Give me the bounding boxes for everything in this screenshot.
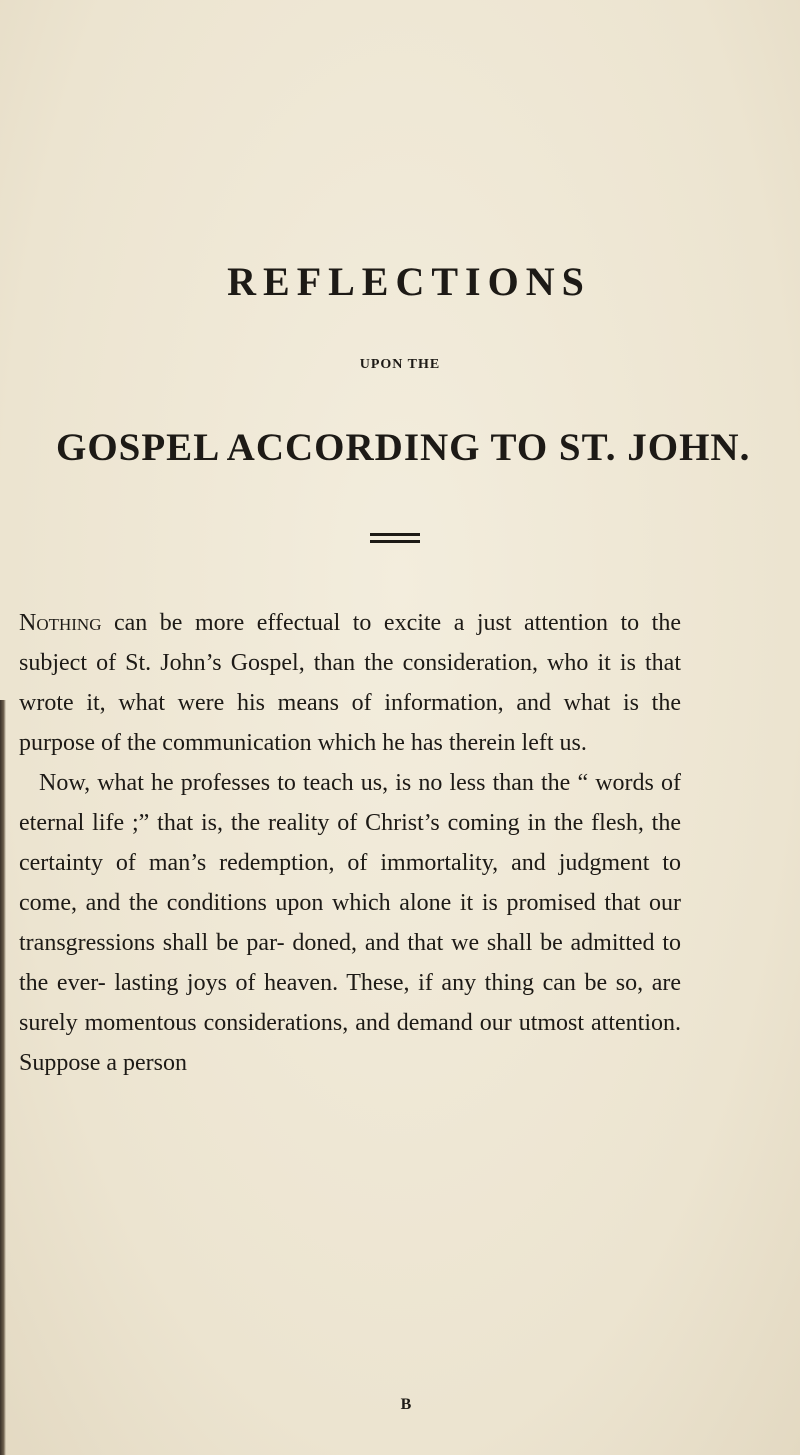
paragraph-2: Now, what he professes to teach us, is no less than the “ words of eternal life ;” that is, the reality of Christ’s coming in the flesh, the certainty of man’s redemption, of immortality, and judgment to come, and the conditions upon which alone it is promised that our transgressions shall be par- doned, and that we shall be admitted to the ever- lasting joys of heaven. These, if any thing can be so, are surely momentous considerations, and demand our utmost attention. Suppose a person (19, 770, 681, 1076)
page-title: REFLECTIONS (227, 259, 591, 304)
paragraph-1 (19, 603, 681, 763)
subtitle-upon-the: UPON THE (359, 357, 441, 372)
body-text (19, 603, 681, 1083)
page-spine-edge (0, 700, 6, 1455)
paragraph-1-text: can be more effectual to excite a just attention to the subject of St. John’s Gospel, than the consideration, who it is that wrote it, what were his means of information, and what is the purpose of the communication which he has therein left us. (19, 610, 681, 756)
paragraph-1-lead-word: Nothing (19, 610, 102, 636)
signature-mark: B (400, 1396, 412, 1413)
decorative-double-rule (370, 533, 420, 547)
subtitle-gospel: GOSPEL ACCORDING TO ST. JOHN. (56, 426, 751, 469)
